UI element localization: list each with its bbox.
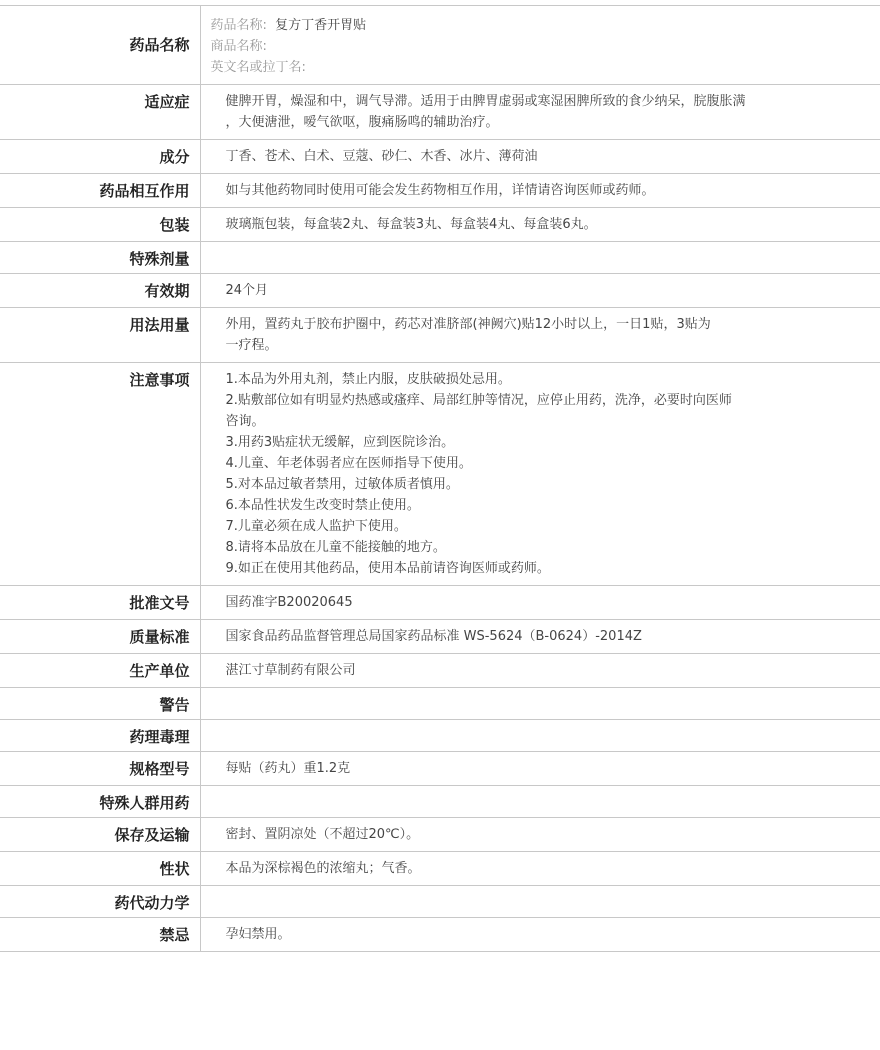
row-value (200, 786, 880, 818)
indications-line: 健脾开胃，燥湿和中，调气导滞。适用于由脾胃虚弱或寒湿困脾所致的食少纳呆，脘腹胀满 (225, 94, 746, 109)
row-label: 药理毒理 (0, 720, 200, 752)
english-name-label: 英文名或拉丁名: (210, 60, 306, 75)
row-manufacturer (0, 654, 880, 688)
row-value: 丁香、苍术、白术、豆蔻、砂仁、木香、冰片、薄荷油 (200, 140, 880, 174)
row-value: 本品为深棕褐色的浓缩丸；气香。 (200, 852, 880, 886)
row-appearance (0, 852, 880, 886)
row-value (200, 886, 880, 918)
row-value: 孕妇禁用。 (200, 918, 880, 952)
row-interactions (0, 174, 880, 208)
generic-name-label: 药品名称: (210, 18, 267, 33)
row-label: 适应症 (0, 85, 200, 140)
precaution-line: 5.对本品过敏者禁用，过敏体质者慎用。 (225, 477, 459, 492)
precaution-line: 1.本品为外用丸剂，禁止内服，皮肤破损处忌用。 (225, 372, 511, 387)
row-label: 警告 (0, 688, 200, 720)
drug-info-table (0, 5, 880, 952)
row-value (200, 308, 880, 363)
row-storage (0, 818, 880, 852)
row-label: 成分 (0, 140, 200, 174)
row-value: 玻璃瓶包装，每盒装2丸、每盒装3丸、每盒装4丸、每盒装6丸。 (200, 208, 880, 242)
precaution-line: 3.用药3贴症状无缓解，应到医院诊治。 (225, 435, 455, 450)
row-label: 生产单位 (0, 654, 200, 688)
row-label: 质量标准 (0, 620, 200, 654)
row-label: 保存及运输 (0, 818, 200, 852)
row-label: 药品相互作用 (0, 174, 200, 208)
row-label: 禁忌 (0, 918, 200, 952)
usage-line: 一疗程。 (225, 338, 278, 353)
row-value: 每贴（药丸）重1.2克 (200, 752, 880, 786)
row-label: 批准文号 (0, 586, 200, 620)
row-value: 湛江寸草制药有限公司 (200, 654, 880, 688)
row-label: 特殊人群用药 (0, 786, 200, 818)
row-value (200, 85, 880, 140)
generic-name-line (211, 15, 871, 36)
precaution-line: 咨询。 (225, 414, 265, 429)
row-special-groups (0, 786, 880, 818)
precaution-line: 7.儿童必须在成人监护下使用。 (225, 519, 407, 534)
drug-name-block (200, 6, 880, 85)
row-label: 特殊剂量 (0, 242, 200, 274)
row-label: 包装 (0, 208, 200, 242)
row-label: 注意事项 (0, 363, 200, 586)
row-value: 国药准字B20020645 (200, 586, 880, 620)
row-contraindications (0, 918, 880, 952)
row-pharmacology (0, 720, 880, 752)
row-value (200, 363, 880, 586)
row-validity (0, 274, 880, 308)
precaution-line: 8.请将本品放在儿童不能接触的地方。 (225, 540, 446, 555)
row-value (200, 688, 880, 720)
row-precautions (0, 363, 880, 586)
row-quality-standard (0, 620, 880, 654)
generic-name-value: 复方丁香开胃贴 (275, 18, 367, 33)
row-warning (0, 688, 880, 720)
row-packaging (0, 208, 880, 242)
trade-name-label: 商品名称: (210, 39, 267, 54)
row-special-dosage (0, 242, 880, 274)
row-value (200, 242, 880, 274)
precaution-line: 4.儿童、年老体弱者应在医师指导下使用。 (225, 456, 472, 471)
trade-name-line (211, 36, 871, 57)
row-usage (0, 308, 880, 363)
row-label: 规格型号 (0, 752, 200, 786)
precaution-line: 9.如正在使用其他药品，使用本品前请咨询医师或药师。 (225, 561, 550, 576)
row-value: 如与其他药物同时使用可能会发生药物相互作用，详情请咨询医师或药师。 (200, 174, 880, 208)
row-label: 性状 (0, 852, 200, 886)
precaution-line: 6.本品性状发生改变时禁止使用。 (225, 498, 420, 513)
row-ingredients (0, 140, 880, 174)
row-specification (0, 752, 880, 786)
english-name-line (211, 57, 871, 78)
row-drug-name (0, 6, 880, 85)
row-value: 密封、置阴凉处（不超过20℃）。 (200, 818, 880, 852)
row-indications (0, 85, 880, 140)
row-label: 用法用量 (0, 308, 200, 363)
row-label: 有效期 (0, 274, 200, 308)
row-value: 24个月 (200, 274, 880, 308)
indications-line: ，大便溏泄，嗳气欲呕，腹痛肠鸣的辅助治疗。 (225, 115, 499, 130)
row-pharmacokinetics (0, 886, 880, 918)
row-label: 药品名称 (0, 6, 200, 85)
row-value (200, 720, 880, 752)
usage-line: 外用，置药丸于胶布护圈中，药芯对准脐部(神阙穴)贴12小时以上，一日1贴，3贴为 (225, 317, 711, 332)
row-approval-number (0, 586, 880, 620)
precaution-line: 2.贴敷部位如有明显灼热感或瘙痒、局部红肿等情况，应停止用药，洗净，必要时向医师 (225, 393, 732, 408)
row-value: 国家食品药品监督管理总局国家药品标准 WS-5624（B-0624）-2014Z (200, 620, 880, 654)
row-label: 药代动力学 (0, 886, 200, 918)
